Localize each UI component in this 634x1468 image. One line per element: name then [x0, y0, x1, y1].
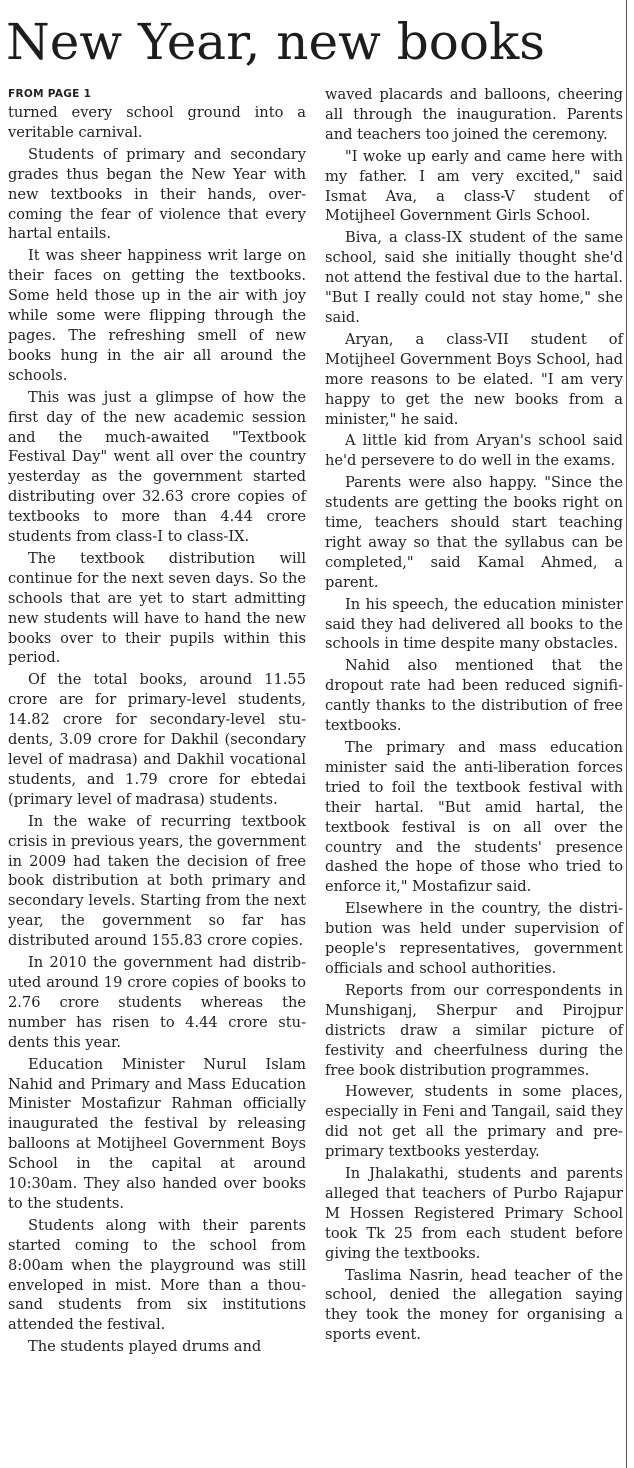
paragraph: In 2010 the government had distributed around 19 crore copies of books to 2.76 crore students whereas the number has risen to 4.44 crore students this year.	[8, 954, 306, 1051]
paragraph: Parents were also happy. "Since the students are getting the books right on time, teachers should start teaching right away so that the syllabus can be completed," said Kamal Ahmed, a parent.	[325, 474, 623, 591]
paragraph: waved placards and balloons, cheering all through the inauguration. Parents and teachers too joined the ceremony.	[325, 86, 623, 143]
paragraph: In his speech, the education minister said they had delivered all books to the schools in time despite many obstacles.	[325, 595, 623, 653]
paragraph: This was just a glimpse of how the first day of the new academic session and the much-awaited "Textbook Festival Day" went all over the country yesterday as the government started distributing over 32.63 crore copies of textbooks to more than 4.44 crore students from class-I to class-IX.	[8, 388, 306, 546]
paragraph: Education Minister Nurul Islam Nahid and Primary and Mass Education Minister Mostafizur Rahman officially inaugurated the festival by releasing balloons at Motijheel Government Boys School in the capital at around 10:30am. They also handed over books to the students.	[8, 1055, 306, 1212]
column-rule	[626, 0, 627, 1468]
paragraph: Students along with their parents started coming to the school from 8:00am when the playground was still enveloped in mist. More than a thousand students from six institutions attended the festival.	[8, 1216, 306, 1334]
paragraph: Elsewhere in the country, the distribution was held under supervision of people's representatives, government officials and school authorities.	[325, 900, 623, 977]
paragraph: In Jhalakathi, students and parents alleged that teachers of Purbo Rajapur M Hossen Registered Primary School took Tk 25 from each student before giving the textbooks.	[325, 1165, 623, 1262]
paragraph: A little kid from Aryan's school said he'd persevere to do well in the exams.	[325, 432, 623, 470]
paragraph: Aryan, a class-VII student of Motijheel Government Boys School, had more reasons to be elated. "I am very happy to get the new books from a minister," he said.	[325, 330, 623, 428]
paragraph: Of the total books, around 11.55 crore are for primary-level students, 14.82 crore for secondary-level students, 3.09 crore for Dakhil (secondary level of madrasa) and Dakhil vocational students, and 1.79 crore for ebtedai (primary level of madrasa) students.	[8, 671, 306, 808]
paragraph: Biva, a class-IX student of the same school, said she initially thought she'd not attend the festival due to the hartal. "But I really could not stay home," she said.	[325, 229, 623, 326]
paragraph: "I woke up early and came here with my father. I am very excited," said Ismat Ava, a class-V student of Motijheel Government Girls School.	[325, 147, 623, 225]
paragraph: Reports from our correspondents in Munshiganj, Sherpur and Pirojpur districts draw a similar picture of festivity and cheerfulness during the free book distribution programmes.	[325, 981, 623, 1079]
left-column	[8, 85, 306, 1357]
paragraph: It was sheer happiness writ large on their faces on getting the textbooks. Some held those up in the air with joy while some were flipping through the pages. The refreshing smell of new books hung in the air all around the schools.	[8, 247, 306, 384]
paragraph: turned every school ground into a veritable carnival.	[8, 104, 306, 141]
paragraph: Taslima Nasrin, head teacher of the school, denied the allegation saying they took the money for organising a sports event.	[325, 1266, 623, 1344]
paragraph: Nahid also mentioned that the dropout rate had been reduced significantly thanks to the distribution of free textbooks.	[325, 657, 623, 735]
kicker: FROM PAGE 1	[8, 88, 92, 100]
paragraph: The textbook distribution will continue for the next seven days. So the schools that are yet to start admitting new students will have to hand the new books over to their pupils within this period.	[8, 549, 306, 667]
right-column	[325, 85, 623, 1345]
paragraph: In the wake of recurring textbook crisis in previous years, the government in 2009 had taken the decision of free book distribution at both primary and secondary levels. Starting from the next year, the government so far has distributed around 155.83 crore copies.	[8, 812, 306, 950]
paragraph: However, students in some places, especially in Feni and Tangail, said they did not get all the primary and pre-primary textbooks yesterday.	[325, 1083, 623, 1161]
paragraph: The primary and mass education minister said the anti-liberation forces tried to foil the textbook festival with their hartal. "But amid hartal, the textbook festival is on all over the country and the students' presence dashed the hope of those who tried to enforce it," Mostafizur said.	[325, 739, 623, 896]
headline: New Year, new books	[6, 13, 545, 71]
paragraph: Students of primary and secondary grades thus began the New Year with new textbooks in their hands, overcoming the fear of violence that every hartal entails.	[8, 145, 306, 243]
paragraph: The students played drums and	[28, 1338, 262, 1356]
